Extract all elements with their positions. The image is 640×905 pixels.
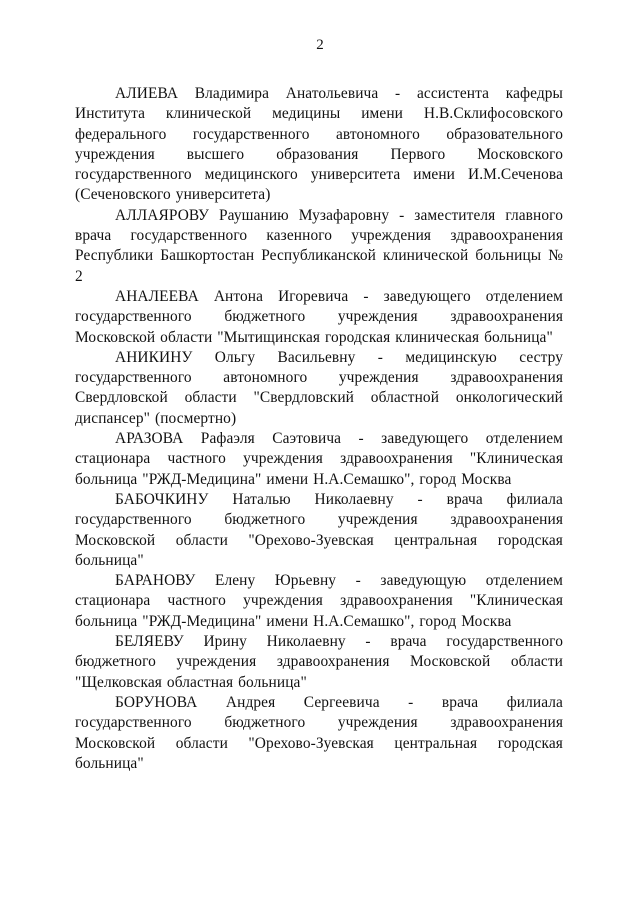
list-item: БАБОЧКИНУ Наталью Николаевну - врача филиала государственного бюджетного учреждения здравоохранения Московской области "Орехово-Зуевская центральная городская больница": [75, 490, 563, 569]
list-item: АРАЗОВА Рафаэля Саэтовича - заведующего отделением стационара частного учреждения здравоохранения "Клиническая больница "РЖД-Медицина" имени Н.А.Семашко", город Москва: [75, 430, 563, 488]
list-item: АЛИЕВА Владимира Анатольевича - ассистента кафедры Института клинической медицины имени Н.В.Склифосовского федерального государственного автономного образовательного учреждения высшего образования Первого Московского государственного медицинского университета имени И.М.Сеченова (Сеченовского университета): [75, 85, 563, 204]
list-item: БЕЛЯЕВУ Ирину Николаевну - врача государственного бюджетного учреждения здравоохранения Московской области "Щелковская областная больница": [75, 633, 563, 691]
page-number: 2: [316, 37, 324, 53]
award-list: [75, 84, 563, 774]
list-item: БАРАНОВУ Елену Юрьевну - заведующую отделением стационара частного учреждения здравоохранения "Клиническая больница "РЖД-Медицина" имени Н.А.Семашко", город Москва: [75, 572, 563, 630]
list-item: АЛЛАЯРОВУ Раушанию Музафаровну - заместителя главного врача государственного казенного учреждения здравоохранения Республики Башкортостан Республиканской клинической больницы № 2: [75, 206, 563, 285]
list-item: АНИКИНУ Ольгу Васильевну - медицинскую сестру государственного автономного учреждения здравоохранения Свердловской области "Свердловский областной онкологический диспансер" (посмертно): [75, 348, 563, 427]
list-item: БОРУНОВА Андрея Сергеевича - врача филиала государственного бюджетного учреждения здравоохранения Московской области "Орехово-Зуевская центральная городская больница": [75, 693, 563, 772]
list-item: АНАЛЕЕВА Антона Игоревича - заведующего отделением государственного бюджетного учреждения здравоохранения Московской области "Мытищинская городская клиническая больница": [75, 287, 563, 346]
